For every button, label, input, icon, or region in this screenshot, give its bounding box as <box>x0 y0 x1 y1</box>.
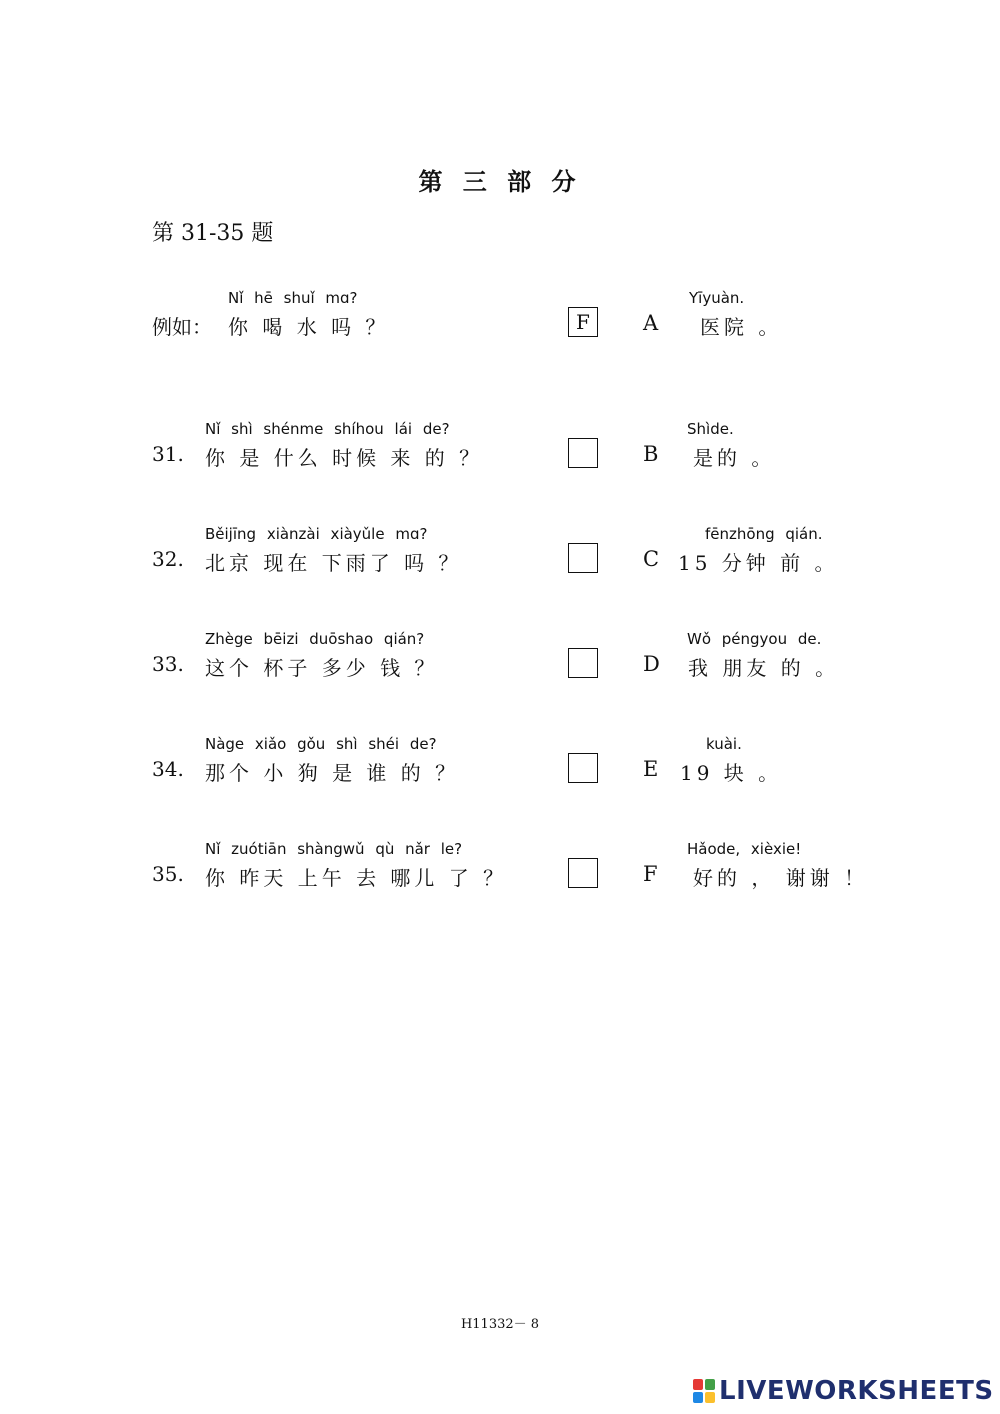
option-letter: A <box>643 311 659 335</box>
option-letter: F <box>643 862 658 886</box>
option-pinyin: fēnzhōng qián. <box>705 525 823 543</box>
question-pinyin: Zhège bēizi duōshao qián? <box>205 630 425 648</box>
answer-box-31[interactable] <box>568 438 598 468</box>
question-hanzi: 你 喝 水 吗 ？ <box>228 315 390 339</box>
question-row-33 <box>0 630 1000 700</box>
question-number: 35. <box>152 862 184 886</box>
question-number: 31. <box>152 442 184 466</box>
question-pinyin: Nàge xiǎo gǒu shì shéi de? <box>205 735 437 753</box>
question-pinyin: Nǐ shì shénme shíhou lái de? <box>205 420 450 438</box>
option-letter: D <box>643 652 660 676</box>
question-hanzi: 你 是 什么 时候 来 的 ？ <box>205 446 484 470</box>
answer-box-35[interactable] <box>568 858 598 888</box>
option-letter: E <box>643 757 659 781</box>
brand-text: LIVEWORKSHEETS <box>719 1376 994 1406</box>
option-hanzi: 19 块 。 <box>680 761 783 785</box>
option-pinyin: Yīyuàn. <box>689 289 745 307</box>
liveworksheets-icon <box>693 1379 715 1403</box>
example-answer-box: F <box>568 307 598 337</box>
section-title: 第 三 部 分 <box>418 167 582 196</box>
question-row-32 <box>0 525 1000 595</box>
option-hanzi: 医院 。 <box>700 315 783 339</box>
page-footer: H11332－ 8 <box>460 1317 540 1332</box>
option-hanzi: 我 朋友 的 。 <box>688 656 840 680</box>
option-pinyin: kuài. <box>706 735 742 753</box>
option-hanzi: 好的 ， 谢谢 ！ <box>693 866 869 890</box>
question-number: 32. <box>152 547 184 571</box>
option-letter: C <box>643 547 660 571</box>
option-letter: B <box>643 442 659 466</box>
option-hanzi: 是的 。 <box>693 446 776 470</box>
question-hanzi: 你 昨天 上午 去 哪儿 了 ？ <box>205 866 508 890</box>
option-hanzi: 15 分钟 前 。 <box>678 551 839 575</box>
question-range: 第 31-35 题 <box>152 221 274 246</box>
liveworksheets-logo[interactable] <box>693 1377 994 1405</box>
question-pinyin: Nǐ hē shuǐ mɑ? <box>228 289 358 307</box>
question-row-31 <box>0 420 1000 490</box>
answer-box-32[interactable] <box>568 543 598 573</box>
question-number: 34. <box>152 757 184 781</box>
question-hanzi: 北京 现在 下雨了 吗 ？ <box>205 551 463 575</box>
example-label: 例如： <box>152 315 212 339</box>
question-hanzi: 那个 小 狗 是 谁 的 ？ <box>205 761 460 785</box>
answer-box-34[interactable] <box>568 753 598 783</box>
question-hanzi: 这个 杯子 多少 钱 ？ <box>205 656 439 680</box>
question-number: 33. <box>152 652 184 676</box>
question-row-35 <box>0 840 1000 910</box>
option-pinyin: Wǒ péngyou de. <box>687 630 822 648</box>
option-pinyin: Hǎode, xièxie! <box>687 840 802 858</box>
option-pinyin: Shìde. <box>687 420 734 438</box>
example-row <box>0 289 1000 359</box>
question-pinyin: Nǐ zuótiān shàngwǔ qù nǎr le? <box>205 840 463 858</box>
question-pinyin: Běijīng xiànzài xiàyǔle mɑ? <box>205 525 428 543</box>
question-row-34 <box>0 735 1000 805</box>
answer-box-33[interactable] <box>568 648 598 678</box>
